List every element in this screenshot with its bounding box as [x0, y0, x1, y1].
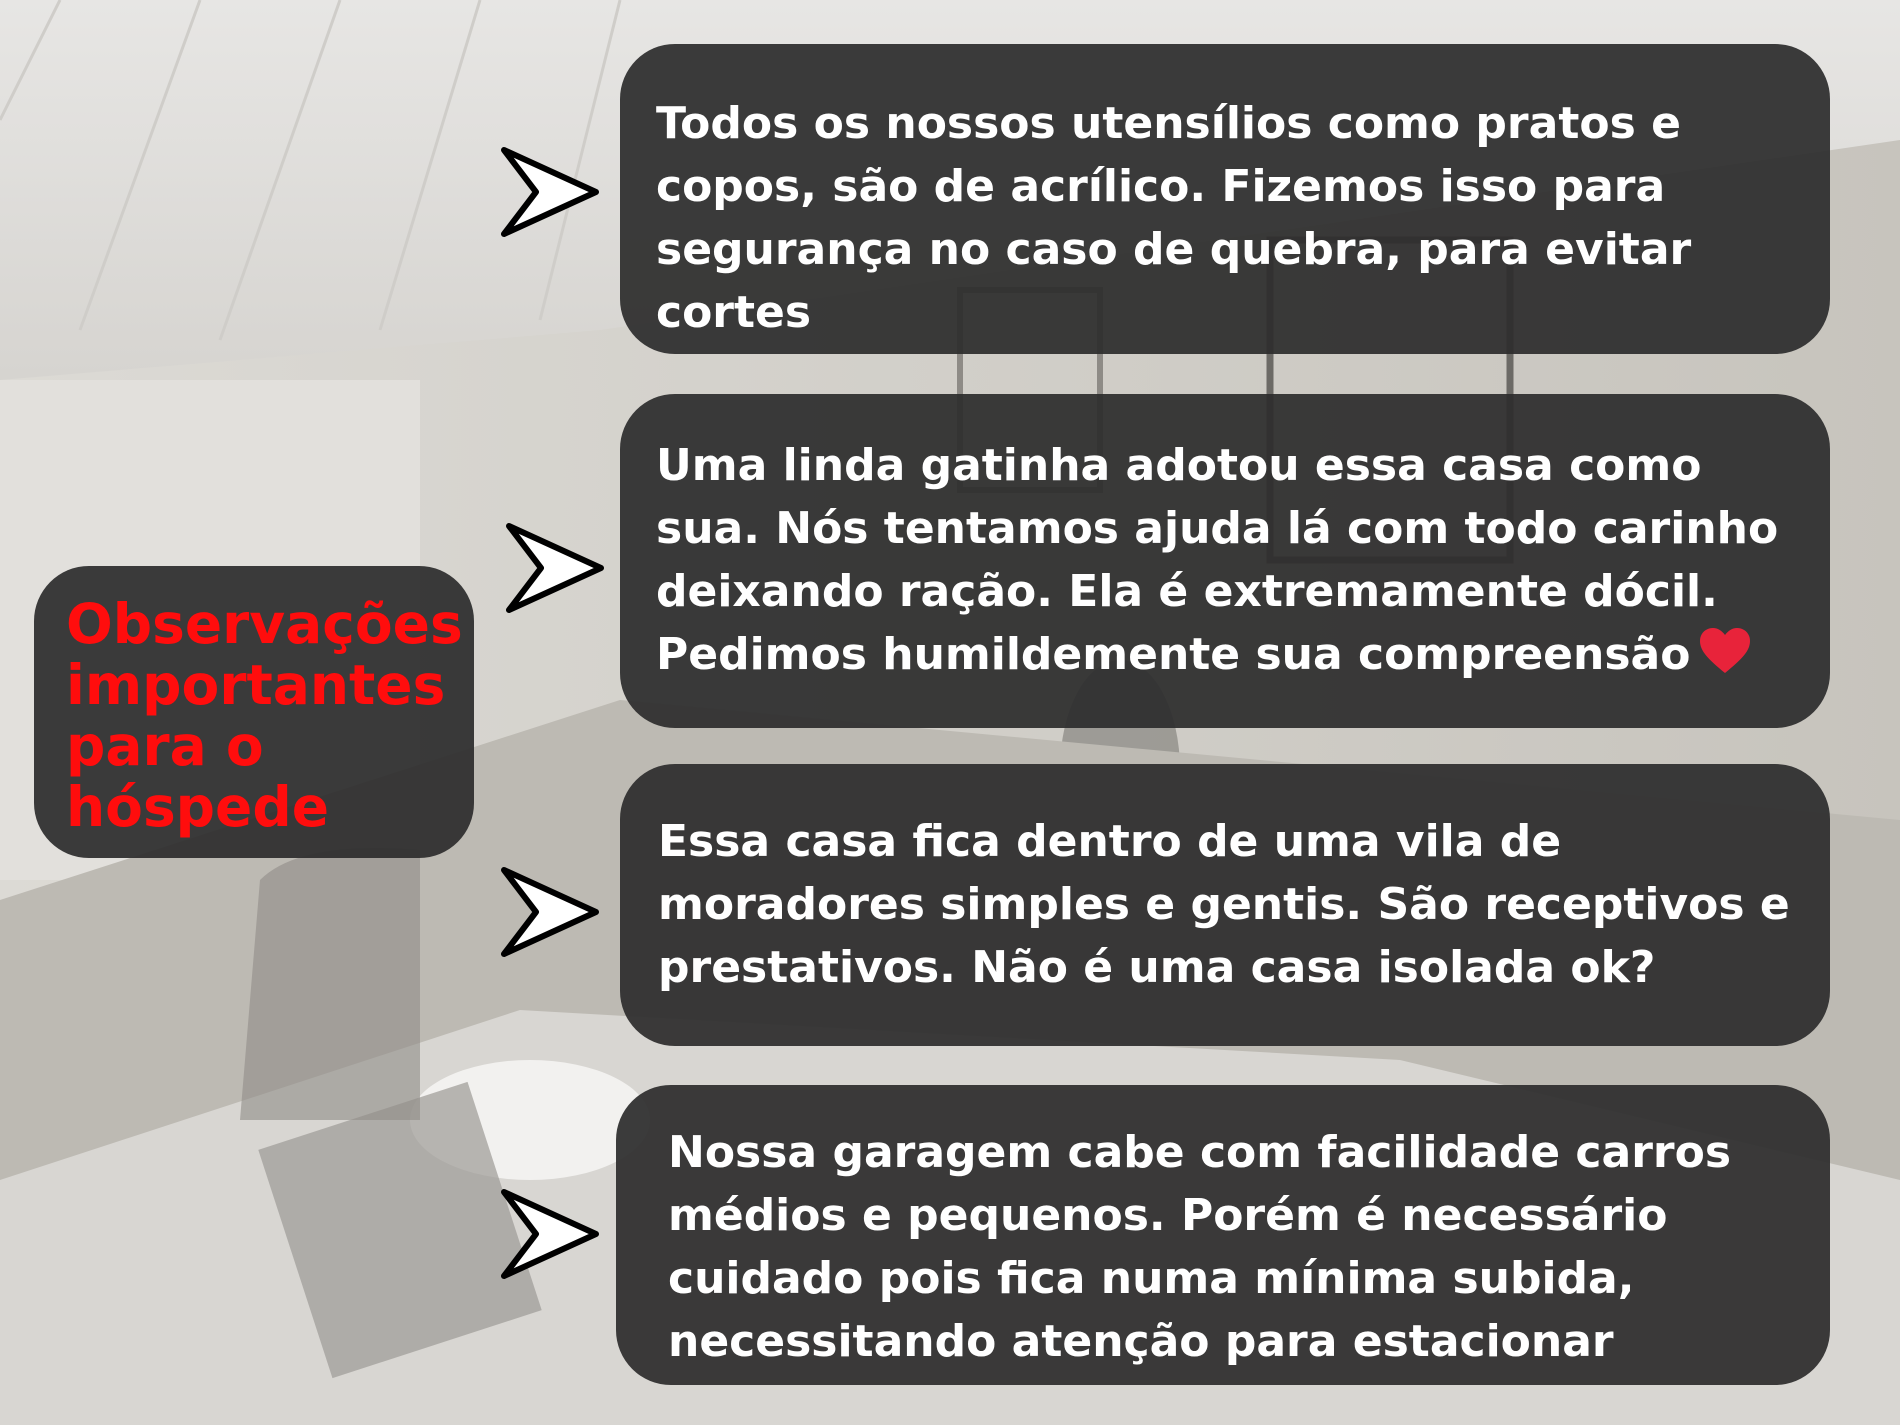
arrow-right-icon: [500, 142, 600, 242]
note-text: Essa casa fica dentro de uma vila de moradores simples e gentis. São receptivos e prestativos. Não é uma casa isolada ok?: [658, 816, 1790, 993]
note-box-utensils: [620, 44, 1830, 354]
arrow-right-icon: [500, 1184, 600, 1284]
title-box: [34, 566, 474, 858]
note-text: Uma linda gatinha adotou essa casa como sua. Nós tentamos ajuda lá com todo carinho deixando ração. Ela é extremamente dócil. Pedimos humildemente sua compreensão: [656, 440, 1779, 680]
note-text-wrapper: [656, 434, 1830, 686]
note-box-cat: [620, 394, 1830, 728]
arrow-right-icon: [500, 862, 600, 962]
note-text: Nossa garagem cabe com facilidade carros médios e pequenos. Porém é necessário cuidado pois fica numa mínima subida, necessitando atenção para estacionar: [668, 1127, 1732, 1367]
note-box-village: [620, 764, 1830, 1046]
heart-icon: [1698, 627, 1752, 675]
title-text: Observações importantes para o hóspede: [66, 592, 463, 839]
note-box-garage: [616, 1085, 1830, 1385]
note-text: Todos os nossos utensílios como pratos e copos, são de acrílico. Fizemos isso para segurança no caso de quebra, para evitar cortes: [656, 98, 1692, 338]
arrow-right-icon: [505, 518, 605, 618]
